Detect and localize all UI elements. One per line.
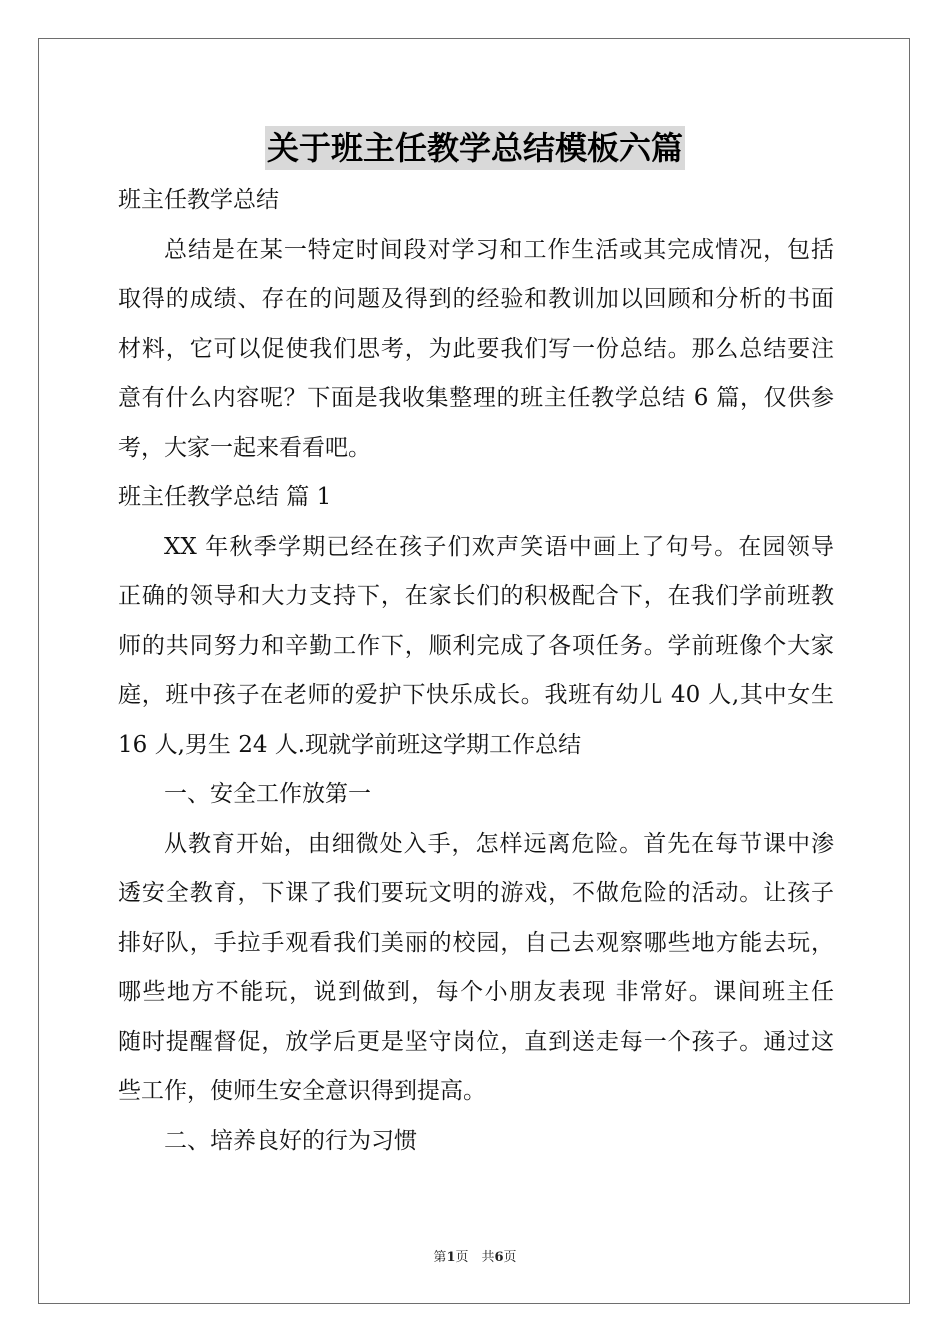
paragraph-line: 16 人,男生 24 人.现就学前班这学期工作总结	[118, 731, 582, 758]
paragraph-line: 随时提醒督促，放学后更是坚守岗位，直到送走每一个孩子。通过这	[118, 1028, 834, 1055]
section-heading: 班主任教学总结 篇 1	[118, 484, 332, 510]
page-number-mid: 页 共	[455, 1250, 495, 1265]
page-number-current: 1	[446, 1250, 456, 1265]
paragraph-line: XX 年秋季学期已经在孩子们欢声笑语中画上了句号。在园领导	[164, 533, 834, 560]
paragraph-line: 庭，班中孩子在老师的爱护下快乐成长。我班有幼儿 40 人,其中女生	[118, 682, 834, 708]
document-body	[118, 176, 834, 1166]
document-title: 关于班主任教学总结模板六篇	[265, 126, 685, 170]
page-number-suffix: 页	[503, 1250, 517, 1265]
subsection-heading: 二、培养良好的行为习惯	[164, 1127, 417, 1154]
paragraph-line: 排好队，手拉手观看我们美丽的校园，自己去观察哪些地方能去玩，	[118, 929, 834, 956]
section-heading: 班主任教学总结	[118, 187, 279, 213]
paragraph-line: 正确的领导和大力支持下，在家长们的积极配合下，在我们学前班教	[118, 583, 834, 609]
paragraph-line: 师的共同努力和辛勤工作下，顺利完成了各项任务。学前班像个大家	[118, 632, 834, 659]
paragraph-line: 意有什么内容呢？下面是我收集整理的班主任教学总结 6 篇，仅供参	[118, 385, 834, 411]
page-footer	[0, 1246, 950, 1265]
paragraph-line: 些工作，使师生安全意识得到提高。	[118, 1078, 486, 1104]
page-number-total: 6	[494, 1250, 504, 1265]
paragraph-line: 考，大家一起来看看吧。	[118, 434, 371, 461]
paragraph-line: 从教育开始，由细微处入手，怎样远离危险。首先在每节课中渗	[164, 830, 834, 857]
paragraph-line: 透安全教育，下课了我们要玩文明的游戏，不做危险的活动。让孩子	[118, 880, 834, 906]
paragraph-line: 总结是在某一特定时间段对学习和工作生活或其完成情况，包括	[164, 236, 834, 263]
page-number-prefix: 第	[433, 1250, 447, 1265]
title-container	[0, 126, 950, 170]
paragraph-line: 取得的成绩、存在的问题及得到的经验和教训加以回顾和分析的书面	[118, 286, 834, 312]
subsection-heading: 一、安全工作放第一	[164, 781, 371, 807]
paragraph-line: 材料，它可以促使我们思考，为此要我们写一份总结。那么总结要注	[118, 335, 834, 362]
paragraph-line: 哪些地方不能玩，说到做到，每个小朋友表现 非常好。课间班主任	[118, 979, 834, 1005]
